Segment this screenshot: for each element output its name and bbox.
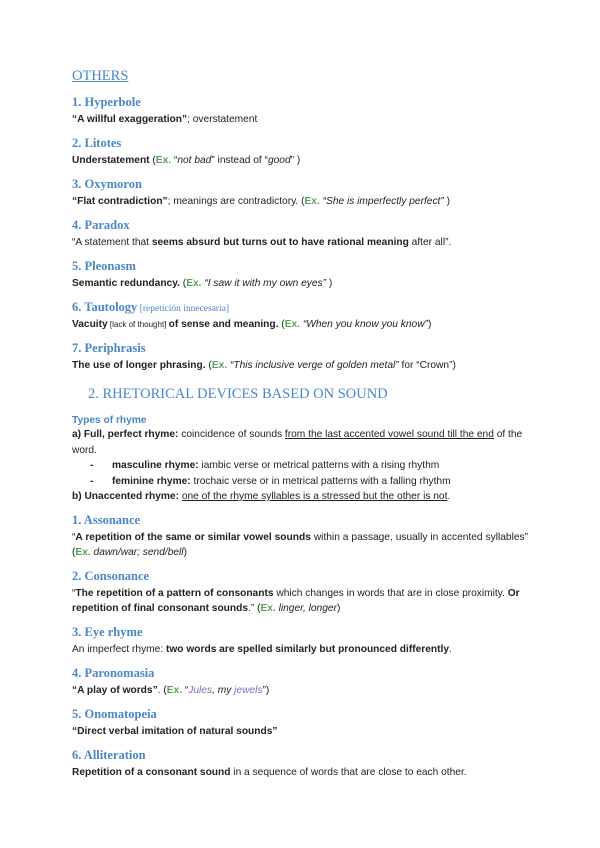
oxymoron-title: 3. Oxymoron xyxy=(72,177,142,191)
document-page xyxy=(72,68,528,789)
assonance-text: “A repetition of the same or similar vowel sounds within a passage, usually in accented syllables” (Ex. dawn/war; send/bell) xyxy=(72,531,528,558)
onomatopeia-text: “Direct verbal imitation of natural sounds” xyxy=(72,725,278,737)
alliteration-title: 6. Alliteration xyxy=(72,747,146,762)
alliteration-text: Repetition of a consonant sound in a sequence of words that are close to each other. xyxy=(72,766,467,778)
eye-rhyme-text: An imperfect rhyme: two words are spelled similarly but pronounced differently. xyxy=(72,643,452,655)
consonance-title: 2. Consonance xyxy=(72,568,150,583)
assonance-title: 1. Assonance xyxy=(72,512,141,527)
periphrasis-text: The use of longer phrasing. (Ex. “This inclusive verge of golden metal” for “Crown”) xyxy=(72,360,456,371)
others-heading: OTHERS xyxy=(72,68,129,84)
oxymoron-text: “Flat contradiction”; meanings are contradictory. (Ex. “She is imperfectly perfect” ) xyxy=(72,196,451,207)
hyperbole-title: 1. Hyperbole xyxy=(72,95,141,109)
litotes-title: 2. Litotes xyxy=(72,136,122,150)
tautology-note: [repetición innecesaria] xyxy=(137,304,230,314)
unaccented-rhyme-text: b) Unaccented rhyme: one of the rhyme syllables is a stressed but the other is not. xyxy=(72,491,451,502)
paradox-text: “A statement that seems absurd but turns out to have rational meaning after all”. xyxy=(72,237,452,248)
onomatopeia-title: 5. Onomatopeia xyxy=(72,706,157,721)
tautology-title: 6. Tautology [repetición innecesaria] xyxy=(72,300,230,314)
eye-rhyme-title: 3. Eye rhyme xyxy=(72,624,143,639)
pleonasm-title: 5. Pleonasm xyxy=(72,259,136,273)
paronomasia-title: 4. Paronomasia xyxy=(72,665,155,680)
full-rhyme-text: a) Full, perfect rhyme: coincidence of sounds from the last accented vowel sound till the end of the word. xyxy=(72,429,523,456)
part2-heading: 2. RHETORICAL DEVICES BASED ON SOUND xyxy=(88,386,388,402)
hyperbole-text: “A willful exaggeration”; overstatement xyxy=(72,114,258,125)
paradox-title: 4. Paradox xyxy=(72,218,130,232)
litotes-text: Understatement (Ex. “not bad” instead of “good” ) xyxy=(72,155,301,166)
rhyme-heading: Types of rhyme xyxy=(72,415,147,426)
types-of-rhyme xyxy=(72,415,528,505)
pleonasm-text: Semantic redundancy. (Ex. “I saw it with my own eyes” ) xyxy=(72,278,333,289)
tautology-text: Vacuity [lack of thought] of sense and meaning. (Ex. “When you know you know”) xyxy=(72,319,432,330)
paronomasia-text: “A play of words”. (Ex. “Jules, my jewels”) xyxy=(72,684,270,696)
feminine-rhyme-item: - feminine rhyme: trochaic verse or in metrical patterns with a falling rhythm xyxy=(90,475,451,487)
masculine-rhyme-item: - masculine rhyme: iambic verse or metrical patterns with a rising rhythm xyxy=(90,460,440,471)
periphrasis-title: 7. Periphrasis xyxy=(72,341,146,355)
consonance-text: “The repetition of a pattern of consonants which changes in words that are in close proximity. Or repetition of final consonant sounds.” (Ex. linger, longer) xyxy=(72,587,520,614)
